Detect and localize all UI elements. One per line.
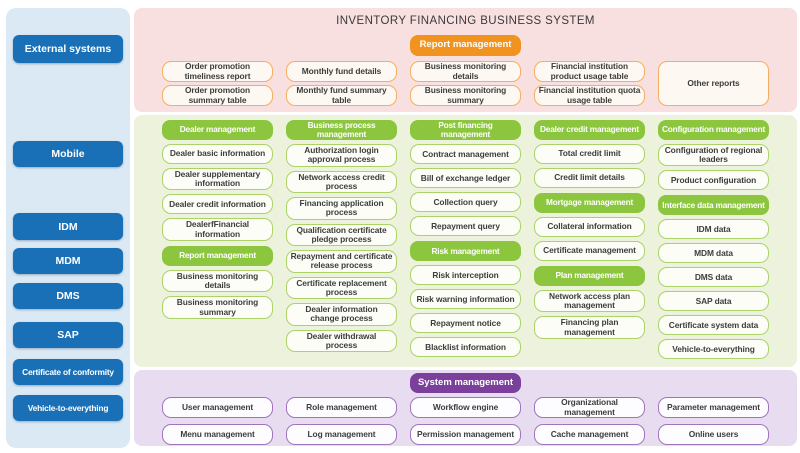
module-box: Dealer credit information xyxy=(162,194,273,214)
main-column-business-process xyxy=(286,120,397,359)
module-box: Product configuration xyxy=(658,170,769,190)
sidebar-item-certificate-of-conformity: Certificate of conformity xyxy=(13,359,123,385)
system-boxes-grid xyxy=(162,397,769,445)
module-box: Dealer withdrawal process xyxy=(286,330,397,352)
report-section xyxy=(134,8,797,112)
business-process-management-header: Business process management xyxy=(286,120,397,140)
module-box: Dealer information change process xyxy=(286,303,397,325)
module-box: DealerfFinancial information xyxy=(162,218,273,240)
external-systems-panel xyxy=(6,8,130,448)
main-column-post-financing xyxy=(410,120,521,359)
system-management-header: System management xyxy=(410,373,521,393)
module-box: Authorization login approval process xyxy=(286,144,397,166)
main-column-configuration xyxy=(658,120,769,359)
risk-management-header: Risk management xyxy=(410,241,521,261)
other-reports-box: Other reports xyxy=(658,61,769,106)
module-box: Business monitoring details xyxy=(162,270,273,292)
module-box: Log management xyxy=(286,424,397,445)
sidebar-item-mdm: MDM xyxy=(13,248,123,274)
sidebar-item-dms: DMS xyxy=(13,283,123,309)
module-box: DMS data xyxy=(658,267,769,287)
module-box: Organizational management xyxy=(534,397,645,418)
module-box: Certificate system data xyxy=(658,315,769,335)
module-box: Risk interception xyxy=(410,265,521,285)
module-box: Collateral information xyxy=(534,217,645,237)
configuration-management-header: Configuration management xyxy=(658,120,769,140)
module-box: Qualification certificate pledge process xyxy=(286,224,397,246)
module-box: Total credit limit xyxy=(534,144,645,164)
module-box: Dealer basic information xyxy=(162,144,273,164)
module-box: Network access plan management xyxy=(534,290,645,312)
module-box: Financing application process xyxy=(286,197,397,219)
sidebar-item-sap: SAP xyxy=(13,322,123,348)
module-box: Credit limit details xyxy=(534,168,645,188)
module-box: Permission management xyxy=(410,424,521,445)
module-box: Dealer supplementary information xyxy=(162,168,273,190)
report-management-header: Report management xyxy=(410,35,521,56)
module-box: Vehicle-to-everything xyxy=(658,339,769,359)
main-column-dealer xyxy=(162,120,273,359)
module-box: Menu management xyxy=(162,424,273,445)
module-box: Financing plan management xyxy=(534,316,645,338)
module-box: IDM data xyxy=(658,219,769,239)
module-box: Business monitoring summary xyxy=(162,296,273,318)
plan-management-header: Plan management xyxy=(534,266,645,286)
report-column xyxy=(534,61,645,106)
module-box: Monthly fund summary table xyxy=(286,85,397,106)
module-box: Certificate replacement process xyxy=(286,277,397,299)
module-box: Contract management xyxy=(410,144,521,164)
business-columns xyxy=(162,120,769,359)
module-box: Business monitoring details xyxy=(410,61,521,82)
module-box: Blacklist information xyxy=(410,337,521,357)
mortgage-management-header: Mortgage management xyxy=(534,193,645,213)
module-box: Bill of exchange ledger xyxy=(410,168,521,188)
module-box: Monthly fund details xyxy=(286,61,397,82)
dealer-management-header: Dealer management xyxy=(162,120,273,140)
sidebar-item-external-systems: External systems xyxy=(13,35,123,63)
report-column xyxy=(410,61,521,106)
module-box: Collection query xyxy=(410,192,521,212)
module-box: Network access credit process xyxy=(286,171,397,193)
module-box: Configuration of regional leaders xyxy=(658,144,769,166)
module-box: SAP data xyxy=(658,291,769,311)
module-box: Repayment notice xyxy=(410,313,521,333)
module-box: Business monitoring summary xyxy=(410,85,521,106)
report-column xyxy=(286,61,397,106)
module-box: Financial institution product usage table xyxy=(534,61,645,82)
report-column xyxy=(162,61,273,106)
module-box: MDM data xyxy=(658,243,769,263)
module-box: Financial institution quota usage table xyxy=(534,85,645,106)
module-box: Certificate management xyxy=(534,241,645,261)
module-box: Role management xyxy=(286,397,397,418)
sidebar-item-vehicle-to-everything: Vehicle-to-everything xyxy=(13,395,123,421)
page-title: INVENTORY FINANCING BUSINESS SYSTEM xyxy=(336,15,595,27)
module-box: Order promotion summary table xyxy=(162,85,273,106)
module-box: Order promotion timeliness report xyxy=(162,61,273,82)
module-box: Online users xyxy=(658,424,769,445)
business-modules-section xyxy=(134,115,797,367)
report-boxes-row xyxy=(162,61,769,106)
module-box: Parameter management xyxy=(658,397,769,418)
module-box: Cache management xyxy=(534,424,645,445)
report-management-green-header: Report management xyxy=(162,246,273,266)
module-box: User management xyxy=(162,397,273,418)
module-box: Risk warning information xyxy=(410,289,521,309)
module-box: Repayment and certificate release process xyxy=(286,250,397,272)
system-management-section xyxy=(134,370,797,446)
main-column-dealer-credit xyxy=(534,120,645,359)
module-box: Repayment query xyxy=(410,216,521,236)
post-financing-management-header: Post financing management xyxy=(410,120,521,140)
module-box: Workflow engine xyxy=(410,397,521,418)
report-column xyxy=(658,61,769,106)
sidebar-item-mobile: Mobile xyxy=(13,141,123,167)
interface-data-management-header: Interface data management xyxy=(658,195,769,215)
dealer-credit-management-header: Dealer credit management xyxy=(534,120,645,140)
sidebar-item-idm: IDM xyxy=(13,213,123,240)
